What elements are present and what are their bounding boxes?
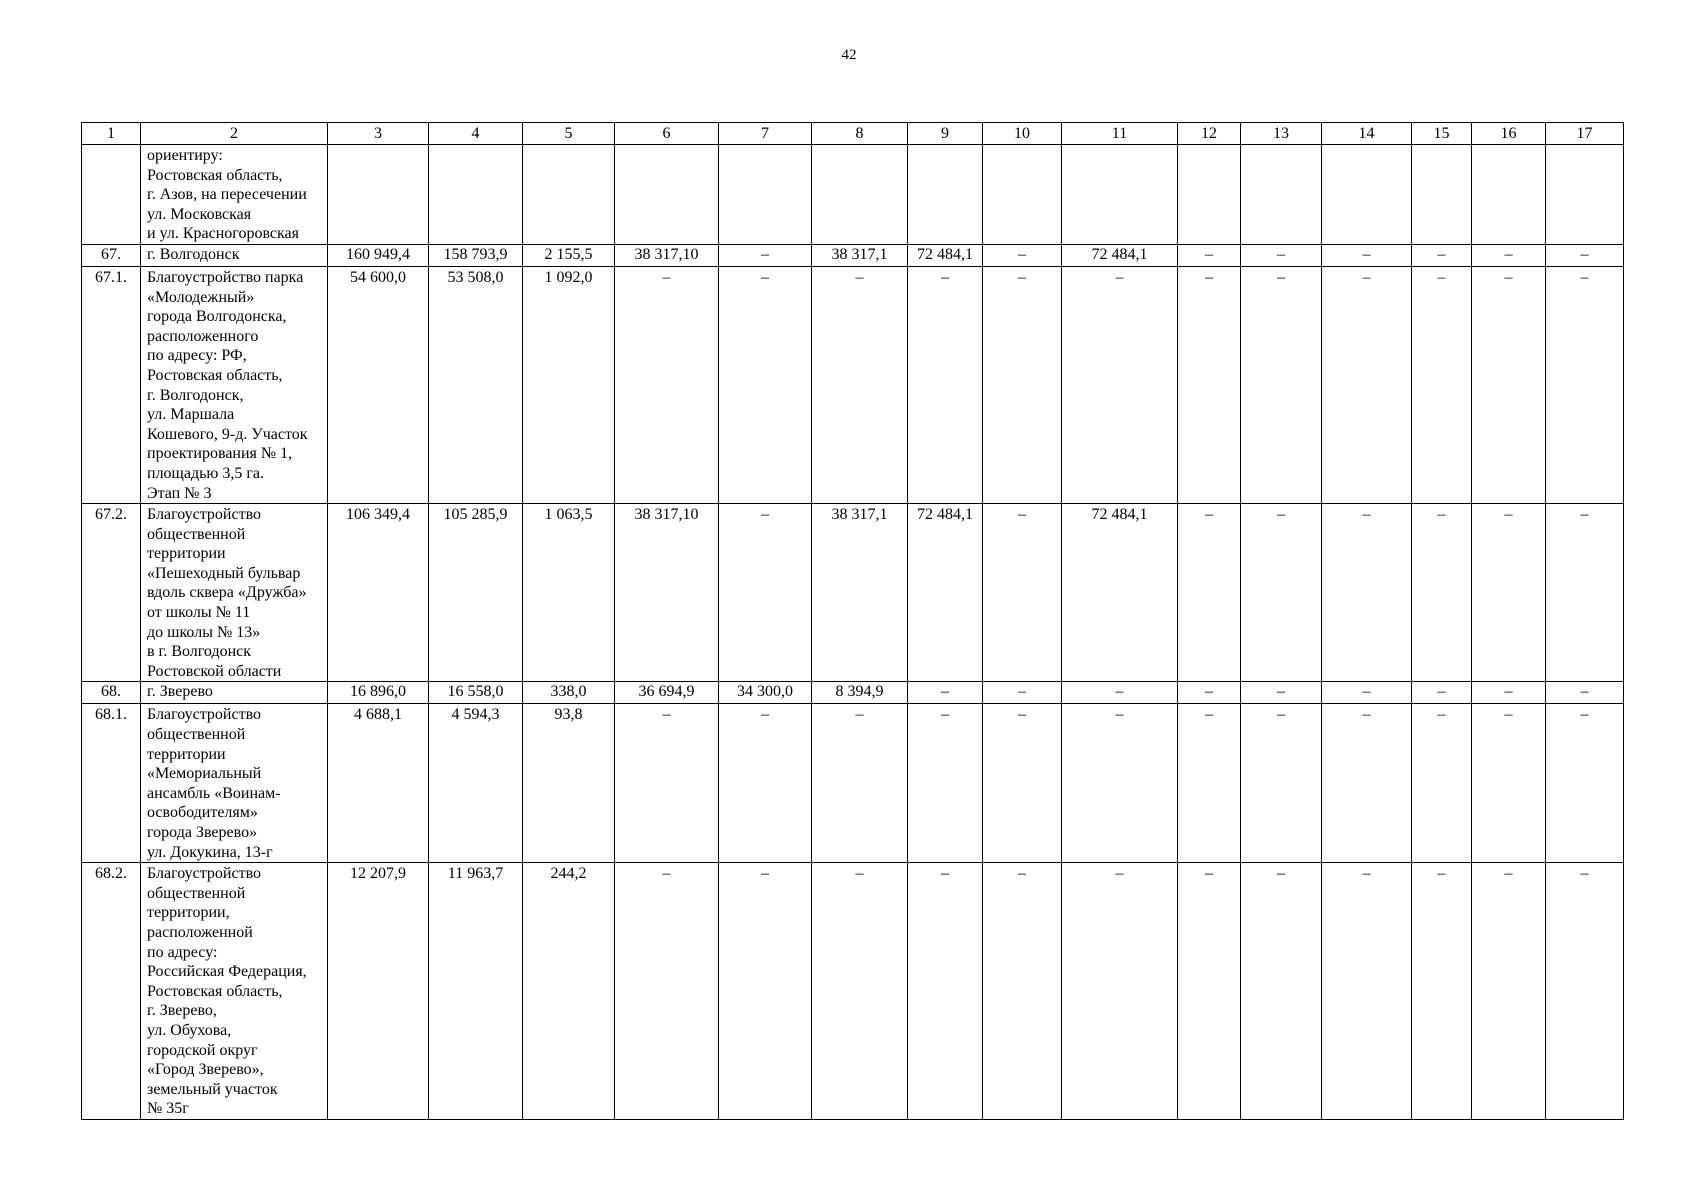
dash-cell: –	[1412, 682, 1472, 704]
dash-cell: –	[1546, 244, 1624, 266]
dash-cell: –	[1241, 704, 1322, 863]
value-cell	[429, 145, 523, 245]
dash-cell: –	[615, 266, 719, 503]
header-cell: 13	[1241, 123, 1322, 145]
header-cell: 5	[523, 123, 615, 145]
page-number: 42	[841, 47, 857, 63]
dash-cell: –	[1178, 504, 1241, 682]
header-cell: 9	[908, 123, 983, 145]
value-cell: 38 317,10	[615, 504, 719, 682]
row-number-cell: 68.1.	[82, 704, 141, 863]
dash-cell: –	[1322, 704, 1412, 863]
value-cell: 11 963,7	[429, 863, 523, 1120]
value-cell: 160 949,4	[328, 244, 429, 266]
value-cell	[1546, 145, 1624, 245]
dash-cell: –	[983, 863, 1062, 1120]
row-number-cell: 68.2.	[82, 863, 141, 1120]
dash-cell: –	[983, 504, 1062, 682]
header-cell: 11	[1062, 123, 1178, 145]
table-row	[82, 704, 1624, 863]
value-cell	[1412, 145, 1472, 245]
value-cell: 93,8	[523, 704, 615, 863]
dash-cell: –	[1241, 682, 1322, 704]
row-number-cell	[82, 145, 141, 245]
value-cell: 54 600,0	[328, 266, 429, 503]
value-cell	[523, 145, 615, 245]
value-cell: 36 694,9	[615, 682, 719, 704]
row-number-cell: 68.	[82, 682, 141, 704]
dash-cell: –	[1322, 504, 1412, 682]
header-cell: 15	[1412, 123, 1472, 145]
dash-cell: –	[1322, 863, 1412, 1120]
header-cell: 12	[1178, 123, 1241, 145]
header-row	[82, 123, 1624, 145]
value-cell: 53 508,0	[429, 266, 523, 503]
dash-cell: –	[1412, 863, 1472, 1120]
value-cell: 38 317,10	[615, 244, 719, 266]
value-cell	[615, 145, 719, 245]
value-cell	[1472, 145, 1546, 245]
dash-cell: –	[1472, 682, 1546, 704]
value-cell: 38 317,1	[812, 244, 908, 266]
dash-cell: –	[1546, 682, 1624, 704]
value-cell	[1062, 145, 1178, 245]
dash-cell: –	[908, 704, 983, 863]
value-cell	[719, 145, 812, 245]
dash-cell: –	[1178, 704, 1241, 863]
dash-cell: –	[615, 704, 719, 863]
dash-cell: –	[1472, 244, 1546, 266]
dash-cell: –	[1241, 504, 1322, 682]
dash-cell: –	[812, 704, 908, 863]
value-cell: 8 394,9	[812, 682, 908, 704]
table-row	[82, 682, 1624, 704]
dash-cell: –	[1178, 244, 1241, 266]
dash-cell: –	[719, 266, 812, 503]
value-cell: 338,0	[523, 682, 615, 704]
value-cell: 106 349,4	[328, 504, 429, 682]
dash-cell: –	[1546, 266, 1624, 503]
row-number-cell: 67.2.	[82, 504, 141, 682]
header-cell: 16	[1472, 123, 1546, 145]
dash-cell: –	[1472, 504, 1546, 682]
dash-cell: –	[908, 682, 983, 704]
value-cell: 72 484,1	[1062, 504, 1178, 682]
header-cell: 8	[812, 123, 908, 145]
dash-cell: –	[719, 704, 812, 863]
row-number-cell: 67.	[82, 244, 141, 266]
dash-cell: –	[1322, 266, 1412, 503]
table-row	[82, 244, 1624, 266]
value-cell: 244,2	[523, 863, 615, 1120]
dash-cell: –	[1472, 704, 1546, 863]
value-cell: 72 484,1	[908, 244, 983, 266]
value-cell: 158 793,9	[429, 244, 523, 266]
description-cell: г. Зверево	[141, 682, 328, 704]
value-cell: 72 484,1	[1062, 244, 1178, 266]
value-cell	[983, 145, 1062, 245]
value-cell: 16 558,0	[429, 682, 523, 704]
description-cell: ориентиру: Ростовская область, г. Азов, на пересечении ул. Московская и ул. Красногоровская	[141, 145, 328, 245]
header-cell: 4	[429, 123, 523, 145]
dash-cell: –	[1412, 266, 1472, 503]
description-cell: Благоустройство общественной территории, расположенной по адресу: Российская Федерация, Ростовская область, г. Зверево, ул. Обухова, городской округ «Город Зверево», земельный участок № 35г	[141, 863, 328, 1120]
description-cell: Благоустройство общественной территории «Мемориальный ансамбль «Воинам- освободителям» города Зверево» ул. Докукина, 13-г	[141, 704, 328, 863]
table-row	[82, 266, 1624, 503]
value-cell: 72 484,1	[908, 504, 983, 682]
dash-cell: –	[1322, 244, 1412, 266]
dash-cell: –	[1241, 244, 1322, 266]
table-row	[82, 145, 1624, 245]
dash-cell: –	[719, 863, 812, 1120]
value-cell	[908, 145, 983, 245]
value-cell: 12 207,9	[328, 863, 429, 1120]
dash-cell: –	[1241, 266, 1322, 503]
table-row	[82, 504, 1624, 682]
dash-cell: –	[908, 266, 983, 503]
dash-cell: –	[1241, 863, 1322, 1120]
dash-cell: –	[615, 863, 719, 1120]
value-cell	[1178, 145, 1241, 245]
value-cell	[328, 145, 429, 245]
value-cell	[1322, 145, 1412, 245]
header-cell: 1	[82, 123, 141, 145]
header-cell: 6	[615, 123, 719, 145]
value-cell: 105 285,9	[429, 504, 523, 682]
dash-cell: –	[983, 704, 1062, 863]
budget-table	[81, 122, 1624, 1120]
value-cell: 4 594,3	[429, 704, 523, 863]
dash-cell: –	[1322, 682, 1412, 704]
dash-cell: –	[1062, 863, 1178, 1120]
dash-cell: –	[812, 266, 908, 503]
dash-cell: –	[1472, 266, 1546, 503]
value-cell: 34 300,0	[719, 682, 812, 704]
dash-cell: –	[1062, 682, 1178, 704]
dash-cell: –	[983, 682, 1062, 704]
dash-cell: –	[812, 863, 908, 1120]
value-cell: 4 688,1	[328, 704, 429, 863]
dash-cell: –	[1062, 704, 1178, 863]
description-cell: Благоустройство общественной территории «Пешеходный бульвар вдоль сквера «Дружба» от школы № 11 до школы № 13» в г. Волгодонск Ростовской области	[141, 504, 328, 682]
value-cell: 1 092,0	[523, 266, 615, 503]
dash-cell: –	[719, 504, 812, 682]
row-number-cell: 67.1.	[82, 266, 141, 503]
description-cell: г. Волгодонск	[141, 244, 328, 266]
dash-cell: –	[1178, 863, 1241, 1120]
header-cell: 10	[983, 123, 1062, 145]
description-cell: Благоустройство парка «Молодежный» города Волгодонска, расположенного по адресу: РФ, Ростовская область, г. Волгодонск, ул. Маршала Кошевого, 9-д. Участок проектирования № 1, площадью 3,5 га. Этап № 3	[141, 266, 328, 503]
value-cell: 16 896,0	[328, 682, 429, 704]
dash-cell: –	[1546, 704, 1624, 863]
dash-cell: –	[1412, 704, 1472, 863]
table-row	[82, 863, 1624, 1120]
value-cell: 2 155,5	[523, 244, 615, 266]
dash-cell: –	[1178, 682, 1241, 704]
value-cell: 38 317,1	[812, 504, 908, 682]
dash-cell: –	[1546, 863, 1624, 1120]
dash-cell: –	[1412, 504, 1472, 682]
header-cell: 14	[1322, 123, 1412, 145]
dash-cell: –	[1412, 244, 1472, 266]
value-cell: 1 063,5	[523, 504, 615, 682]
dash-cell: –	[1472, 863, 1546, 1120]
dash-cell: –	[719, 244, 812, 266]
header-cell: 7	[719, 123, 812, 145]
dash-cell: –	[908, 863, 983, 1120]
dash-cell: –	[1546, 504, 1624, 682]
header-cell: 2	[141, 123, 328, 145]
dash-cell: –	[1178, 266, 1241, 503]
header-cell: 3	[328, 123, 429, 145]
dash-cell: –	[983, 266, 1062, 503]
value-cell	[812, 145, 908, 245]
dash-cell: –	[983, 244, 1062, 266]
dash-cell: –	[1062, 266, 1178, 503]
header-cell: 17	[1546, 123, 1624, 145]
value-cell	[1241, 145, 1322, 245]
